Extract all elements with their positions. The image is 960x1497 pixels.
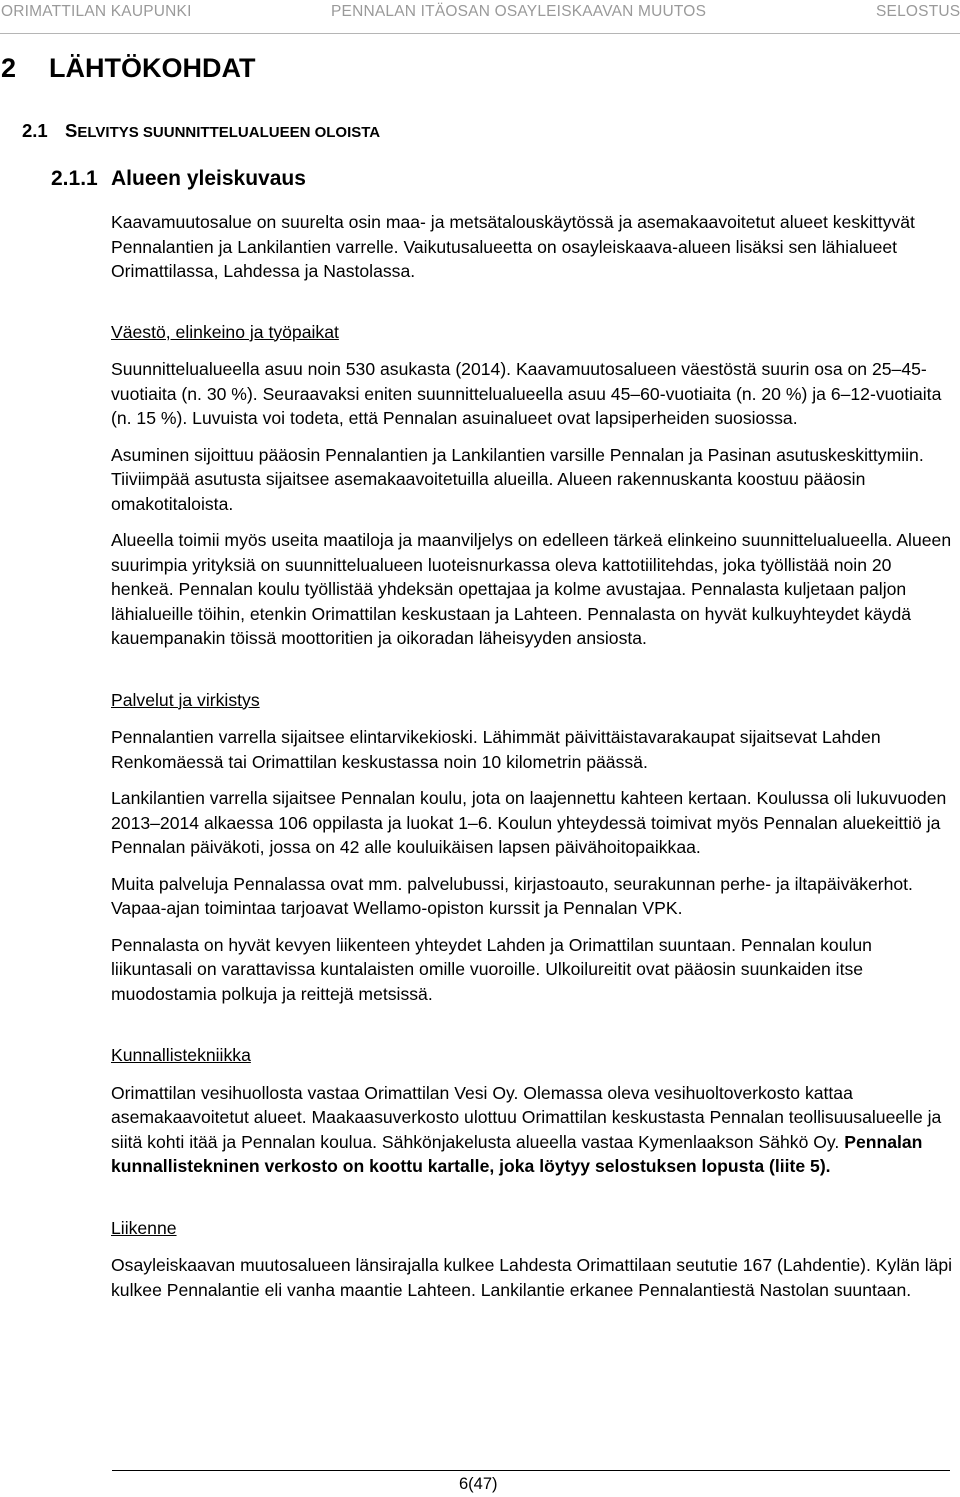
utilities-text: Orimattilan vesihuollosta vastaa Orimattilan Vesi Oy. Olemassa oleva vesihuoltoverkosto kattaa asemakaavoitetut alueet. Maakaasuverkosto ulottuu Orimattilan keskustasta Pennalan teollisuusalueelle ja siitä kohti itää ja Pennalan koulua. Sähkönjakelusta alueella vastaa Kymenlaakson Sähkö Oy. <box>111 1082 942 1152</box>
section-title-initial: S <box>65 120 78 141</box>
section-title: ELVITYS SUUNNITTELUALUEEN OLOISTA <box>77 124 381 141</box>
services-paragraph-1: Pennalantien varrella sijaitsee elintarvikekioski. Lähimmät päivittäistavarakaupat sijaitsevat Lahden Renkomäessä tai Orimattilan keskustassa noin 10 kilometrin päässä. <box>111 727 881 772</box>
subsection-title: Alueen yleiskuvaus <box>111 167 306 190</box>
population-heading: Väestö, elinkeino ja työpaikat <box>111 321 339 342</box>
population-paragraph-3: Alueella toimii myös useita maatiloja ja maanviljelys on edelleen tärkeä elinkeino suunnittelualueella. Alueen suurimpia yrityksiä on suunnittelualueen luoteisnurkassa oleva kattotiilitehdas, joka työllistää noin 20 henkeä. Pennalan koulu työllistää yhdeksän opettajaa ja kolme avustajaa. Pennalasta kuljetaan paljon lähialueille töihin, etenkin Orimattilan keskustaan ja Lahteen. Pennalasta on hyvät kulkuyhteydet käydä kauempanakin töissä moottoritien ja oikoradan läheisyyden ansiosta. <box>111 530 952 648</box>
body-text <box>111 210 953 1302</box>
header-organization: ORIMATTILAN KAUPUNKI <box>1 3 192 20</box>
chapter-number: 2 <box>1 53 17 83</box>
subsection-number: 2.1.1 <box>51 167 98 190</box>
section-number: 2.1 <box>22 120 48 141</box>
page-header <box>0 0 960 28</box>
header-document-type: SELOSTUS <box>876 3 960 20</box>
utilities-heading: Kunnallistekniikka <box>111 1045 251 1065</box>
intro-paragraph: Kaavamuutosalue on suurelta osin maa- ja metsätalouskäytössä ja asemakaavoitetut alueet keskittyvät Pennalantien ja Lankilantien varrelle. Vaikutusalueetta on osayleiskaava-alueen lisäksi sen lähialueet Orimattilassa, Lahdessa ja Nastolassa. <box>111 212 915 281</box>
population-paragraph-1: Suunnittelualueella asuu noin 530 asukasta (2014). Kaavamuutosalueen väestöstä suurin osa on 25‒45-vuotiaita (n. 30 %). Seuraavaksi eniten suunnittelualueella asuu 45‒60-vuotiaita (n. 20 %) ja 6‒12-vuotiaita (n. 15 %). Luvuista voi todeta, että Pennalan asuinalueet ovat lapsiperheiden suosiossa. <box>111 359 942 428</box>
services-heading: Palvelut ja virkistys <box>111 689 260 710</box>
section-heading <box>22 120 380 142</box>
page-number: 6(47) <box>459 1475 498 1493</box>
chapter-title: LÄHTÖKOHDAT <box>49 53 256 83</box>
utilities-map-note: Pennalan kunnallistekninen verkosto on koottu kartalle, joka löytyy selostuksen lopusta (liite 5). <box>111 1131 923 1176</box>
chapter-heading <box>1 53 255 84</box>
header-divider <box>0 33 960 34</box>
subsection-heading <box>51 167 306 191</box>
header-document-title: PENNALAN ITÄOSAN OSAYLEISKAAVAN MUUTOS <box>331 3 707 20</box>
population-paragraph-2: Asuminen sijoittuu pääosin Pennalantien ja Lankilantien varsille Pennalan ja Pasinan asutuskeskittymiin. Tiiviimpää asutusta sijaitsee asemakaavoitetuilla alueilla. Alueen rakennuskanta koostuu pääosin omakotitaloista. <box>111 444 924 514</box>
traffic-heading: Liikenne <box>111 1217 177 1238</box>
footer-divider <box>112 1470 950 1471</box>
services-paragraph-2: Lankilantien varrella sijaitsee Pennalan koulu, jota on laajennettu kahteen kertaan. Koulussa oli lukuvuoden 2013‒2014 alkaessa 106 oppilasta ja luokat 1‒6. Koulun yhteydessä toimivat myös Pennalan aluekeittiö ja Pennalan päiväkoti, jossa on 42 alle kouluikäisen lapsen päivähoitopaikkaa. <box>111 788 947 857</box>
utilities-paragraph <box>111 1081 953 1179</box>
traffic-paragraph: Osayleiskaavan muutosalueen länsirajalla kulkee Lahdesta Orimattilaan seututie 167 (Lahdentie). Kylän läpi kulkee Pennalantie eli vanha maantie Lahteen. Lankilantie erkanee Pennalantiestä Nastolan suuntaan. <box>111 1255 953 1300</box>
services-paragraph-4: Pennalasta on hyvät kevyen liikenteen yhteydet Lahden ja Orimattilan suuntaan. Pennalan koulun liikuntasali on varattavissa kuntalaisten omille vuoroille. Ulkoilureitit ovat pääosin suunkaiden itse muodostamia polkuja ja reittejä metsissä. <box>111 934 872 1004</box>
services-paragraph-3: Muita palveluja Pennalassa ovat mm. palvelubussi, kirjastoauto, seurakunnan perhe- ja iltapäiväkerhot. Vapaa-ajan toimintaa tarjoavat Wellamo-opiston kurssit ja Pennalan VPK. <box>111 873 913 918</box>
